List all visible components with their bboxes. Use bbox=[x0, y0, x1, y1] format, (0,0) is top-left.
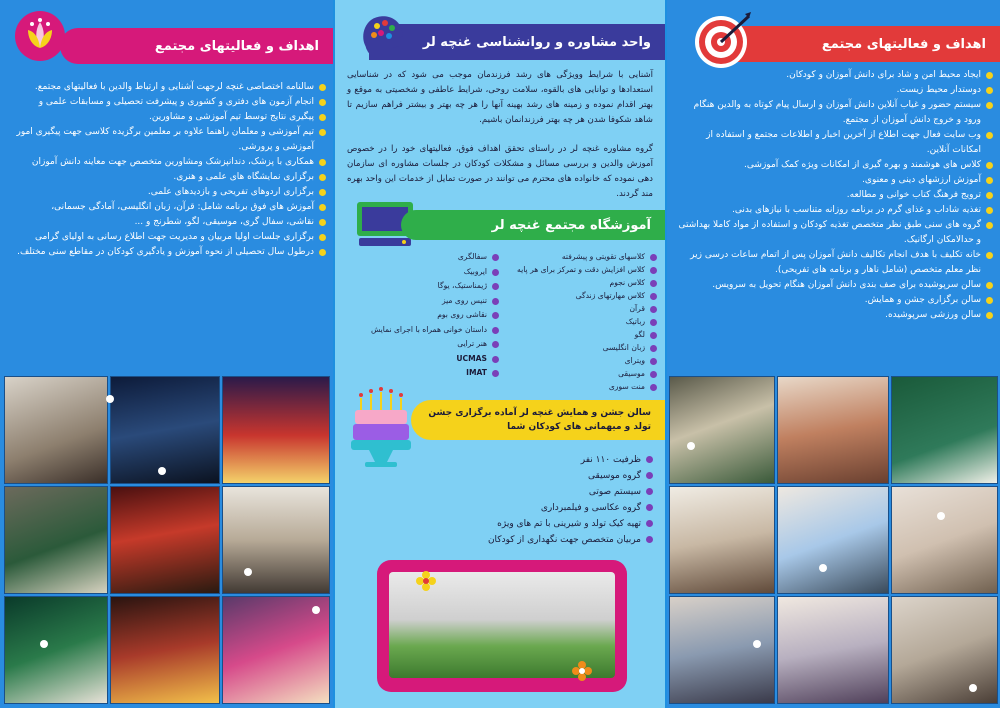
list-item: UCMAS bbox=[347, 352, 499, 367]
list-item: کلاس افزایش دقت و تمرکز برای هر پایه bbox=[505, 263, 657, 276]
right-panel bbox=[667, 0, 1000, 708]
photo-student-craft bbox=[4, 376, 108, 484]
list-item: منت سوری bbox=[505, 380, 657, 393]
school-title: آموزشگاه مجتمع غنچه لر bbox=[491, 217, 651, 233]
counseling-paragraph-2: گروه مشاوره غنچه لر در راستای تحقق اهداف فوق، فعالیتهای خود را در خصوص آموزش والدین و بررسی مسائل و مشکلات کودکان در جلسات مشاوره ای سازمان دهی نموده که خانواده های محترم می توانند در صورت تمایل از خدمات این واحد بهره مند گردند. bbox=[347, 144, 653, 199]
list-item: نقاشی روی بوم bbox=[347, 308, 499, 323]
list-item: سالن ورزشی سرپوشیده. bbox=[677, 308, 993, 323]
list-item: داستان خوانی همراه با اجرای نمایش bbox=[347, 323, 499, 338]
photo-celebration-class bbox=[4, 596, 108, 704]
left-goals-list bbox=[10, 80, 326, 260]
target-arrow-icon bbox=[693, 10, 753, 70]
list-item: تنیس روی میز bbox=[347, 294, 499, 309]
party-banner bbox=[411, 400, 665, 440]
lotus-flower-icon bbox=[14, 10, 66, 62]
list-item: برگزاری نمایشگاه های علمی و هنری. bbox=[10, 170, 326, 185]
party-title: سالن جشن و همایش غنچه لر آماده برگزاری جشن تولد و میهمانی های کودکان شما bbox=[428, 408, 651, 432]
photo-anatomy-model bbox=[777, 376, 889, 484]
counseling-title: واحد مشاوره و روانشناسی غنچه لر bbox=[422, 34, 651, 50]
list-item: انجام آزمون های دفتری و کشوری و پیشرفت تحصیلی و مسابقات علمی و bbox=[10, 95, 326, 110]
list-item: وب سایت فعال جهت اطلاع از آخرین اخبار و اطلاعات مجتمع و استفاده از امکانات آنلاین. bbox=[677, 128, 993, 158]
party-features-list bbox=[395, 452, 653, 548]
list-item: سیستم حضور و غیاب آنلاین دانش آموزان و ارسال پیام کوتاه به والدین هنگام ورود و خروج دانش آموزان از مجتمع. bbox=[677, 98, 993, 128]
photo-chalkboard bbox=[891, 376, 998, 484]
decor-dot bbox=[937, 512, 945, 520]
list-item: IMAT bbox=[347, 366, 499, 381]
left-banner-title: اهداف و فعالیتهای مجتمع bbox=[154, 38, 319, 54]
school-banner bbox=[401, 210, 665, 240]
left-panel bbox=[0, 0, 333, 708]
photo-students-reading bbox=[891, 486, 998, 594]
list-item: سالن سرپوشیده برای صف بندی دانش آموزان هنگام تحویل به سرویس. bbox=[677, 278, 993, 293]
right-banner-title: اهداف و فعالیتهای مجتمع bbox=[821, 36, 986, 52]
decor-dot bbox=[158, 467, 166, 475]
decor-dot bbox=[312, 606, 320, 614]
list-item: موسیقی bbox=[505, 367, 657, 380]
list-item: لگو bbox=[505, 328, 657, 341]
decor-dot bbox=[106, 395, 114, 403]
list-item: ظرفیت ۱۱۰ نفر bbox=[395, 452, 653, 468]
photo-lab-experiment bbox=[777, 596, 889, 704]
list-item: گروه های سنی طبق نظر متخصص تغذیه کودکان و استفاده از مواد کاملا بهداشتی و حدالامکان ارگانیک. bbox=[677, 218, 993, 248]
photo-classroom bbox=[4, 486, 108, 594]
list-item: کلاس های هوشمند و بهره گیری از امکانات ویژه کمک آموزشی. bbox=[677, 158, 993, 173]
list-item: سیستم صوتی bbox=[395, 484, 653, 500]
decor-dot bbox=[244, 568, 252, 576]
list-item: هنر ترایی bbox=[347, 337, 499, 352]
decor-dot bbox=[969, 684, 977, 692]
list-item: ژیمناستیک، یوگا bbox=[347, 279, 499, 294]
classes-list-left bbox=[347, 250, 499, 381]
photo-art-activity bbox=[222, 486, 330, 594]
classes-list-right bbox=[505, 250, 657, 393]
decor-dot bbox=[753, 640, 761, 648]
photo-balloons bbox=[669, 596, 775, 704]
photo-calligraphy bbox=[669, 486, 775, 594]
photo-microscope bbox=[669, 376, 775, 484]
list-item: خانه تکلیف با هدف انجام تکالیف دانش آموزان پس از اتمام ساعات درسی زیر نظر معلم متخصص (شامل ناهار و برنامه های تفریحی). bbox=[677, 248, 993, 278]
photo-birthday-cake bbox=[110, 486, 220, 594]
list-item: گروه موسیقی bbox=[395, 468, 653, 484]
list-item: ترویج فرهنگ کتاب خوانی و مطالعه. bbox=[677, 188, 993, 203]
list-item: مربیان متخصص جهت نگهداری از کودکان bbox=[395, 532, 653, 548]
list-item: همکاری با پزشک، دندانپزشک ومشاورین متخصص جهت معاینه دانش آموزان bbox=[10, 155, 326, 170]
photo-stage-performance bbox=[222, 376, 330, 484]
list-item: قرآن bbox=[505, 302, 657, 315]
list-item: آموزش ارزشهای دینی و معنوی. bbox=[677, 173, 993, 188]
list-item: سالنامه اختصاصی غنچه لرجهت آشنایی و ارتباط والدین با فعالیتهای مجتمع. bbox=[10, 80, 326, 95]
list-item: پیگیری نتایج توسط تیم آموزشی و مشاورین. bbox=[10, 110, 326, 125]
list-item: آموزش های فوق برنامه شامل: قرآن، زبان انگلیسی، آمادگی جسمانی، bbox=[10, 200, 326, 215]
list-item: کلاس نجوم bbox=[505, 276, 657, 289]
list-item: درطول سال تحصیلی از نحوه آموزش و یادگیری کودکان در مقاطع سنی مختلف. bbox=[10, 245, 326, 260]
flower-icon bbox=[571, 660, 593, 682]
decor-dot bbox=[819, 564, 827, 572]
list-item: زبان انگلیسی bbox=[505, 341, 657, 354]
list-item: سالن برگزاری جشن و همایش. bbox=[677, 293, 993, 308]
head-brain-icon bbox=[355, 10, 411, 66]
photo-skeleton bbox=[891, 596, 998, 704]
list-item: گروه عکاسی و فیلمبرداری bbox=[395, 500, 653, 516]
list-item: کلاس مهارتهای زندگی bbox=[505, 289, 657, 302]
counseling-paragraph-1: آشنایی با شرایط وویژگی های رشد فرزندمان موجب می شود که در شناسایی استعدادها و توانایی های بالقوه، سلامت روحی، شرایط عاطفی و شخصیتی به موقع و بهتر اقدام نموده و زمینه های رشد بهینه آنها را هر چه بهتر و بیشتر فراهم سازیم تا شاهد شکوفا شدن هر چه بهتر فرزندانمان باشیم. bbox=[347, 70, 653, 125]
list-item: دوستدار محیط زیست. bbox=[677, 83, 993, 98]
photo-science-model bbox=[777, 486, 889, 594]
list-item: ویترای bbox=[505, 354, 657, 367]
list-item: سفالگری bbox=[347, 250, 499, 265]
flower-icon bbox=[415, 570, 437, 592]
right-goals-list bbox=[677, 68, 993, 323]
left-banner bbox=[60, 28, 333, 64]
list-item: برگزاری جلسات اولیا مربیان و مدیریت جهت اطلاع رسانی به اولیای گرامی bbox=[10, 230, 326, 245]
list-item: تیم آموزشی و معلمان راهنما علاوه بر معلمین برگزیده کلاسی جهت پیگیری امور آموزشی و پرورشی. bbox=[10, 125, 326, 155]
list-item: کلاسهای تقویتی و پیشرفته bbox=[505, 250, 657, 263]
middle-panel bbox=[335, 0, 665, 708]
list-item: ایروبیک bbox=[347, 265, 499, 280]
list-item: تغذیه شاداب و غذای گرم در برنامه روزانه متناسب با نیازهای بدنی. bbox=[677, 203, 993, 218]
list-item: ایجاد محیط امن و شاد برای دانش آموزان و کودکان. bbox=[677, 68, 993, 83]
list-item: نقاشی، سفال گری، موسیقی، لگو، شطرنج و ... bbox=[10, 215, 326, 230]
decor-dot bbox=[687, 442, 695, 450]
photo-candles bbox=[110, 596, 220, 704]
decor-dot bbox=[40, 640, 48, 648]
list-item: تهیه کیک تولد و شیرینی با تم های ویژه bbox=[395, 516, 653, 532]
list-item: برگزاری اردوهای تفریحی و بازدیدهای علمی. bbox=[10, 185, 326, 200]
list-item: رباتیک bbox=[505, 315, 657, 328]
